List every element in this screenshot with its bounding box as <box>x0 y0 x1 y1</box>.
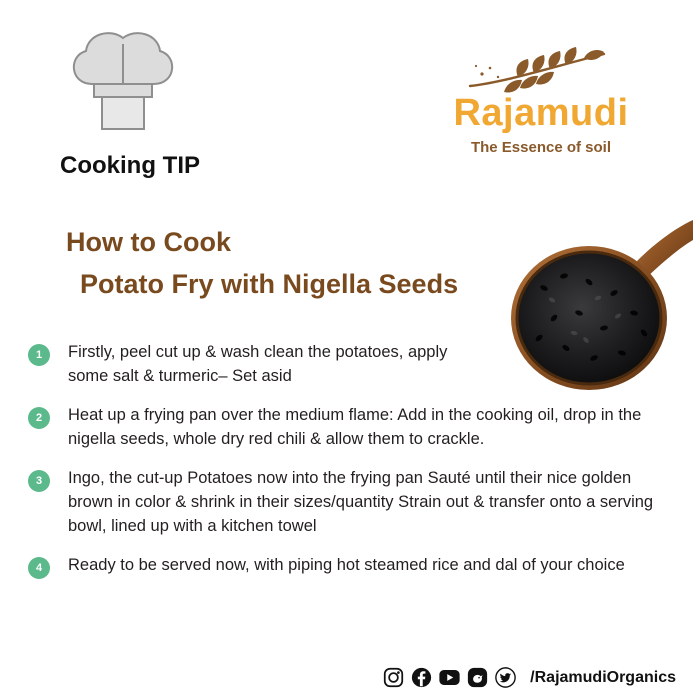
brand-tagline: The Essence of soil <box>470 139 612 156</box>
step-number-badge: 3 <box>28 470 50 492</box>
list-item <box>28 553 678 579</box>
wheat-sprig-icon <box>426 44 656 92</box>
koo-icon[interactable] <box>467 667 488 688</box>
list-item <box>28 466 678 539</box>
step-text: Firstly, peel cut up & wash clean the potatoes, apply some salt & turmeric– Set asid <box>68 343 448 386</box>
list-item <box>28 340 678 389</box>
title-line-1: How to Cook <box>66 227 231 257</box>
twitter-icon[interactable] <box>495 667 516 688</box>
cooking-tip-label: Cooking TIP <box>60 152 200 179</box>
youtube-icon[interactable] <box>439 667 460 688</box>
step-text: Heat up a frying pan over the medium flame: Add in the cooking oil, drop in the nigella seeds, whole dry red chili & allow them to crackle. <box>68 405 642 449</box>
page-title <box>66 222 536 306</box>
facebook-icon[interactable] <box>411 667 432 688</box>
step-text: Ingo, the cut-up Potatoes now into the frying pan Sauté until their nice golden brown in color & shrink in their sizes/quantity Strain out & transfer onto a serving bowl, lined up with a kitchen towel <box>68 468 654 536</box>
step-number-badge: 4 <box>28 557 50 579</box>
brand-name: Rajamudi <box>453 92 629 134</box>
list-item <box>28 403 678 452</box>
title-line-2: Potato Fry with Nigella Seeds <box>80 268 459 299</box>
social-handle[interactable]: /RajamudiOrganics <box>530 668 676 686</box>
brand-logo <box>426 44 656 156</box>
step-number-badge: 2 <box>28 407 50 429</box>
footer <box>0 667 700 688</box>
social-links <box>383 667 676 688</box>
instagram-icon[interactable] <box>383 667 404 688</box>
chef-hat-icon <box>58 24 188 134</box>
header <box>0 0 700 200</box>
step-text: Ready to be served now, with piping hot steamed rice and dal of your choice <box>68 555 625 574</box>
steps-list <box>28 340 678 593</box>
step-number-badge: 1 <box>28 344 50 366</box>
